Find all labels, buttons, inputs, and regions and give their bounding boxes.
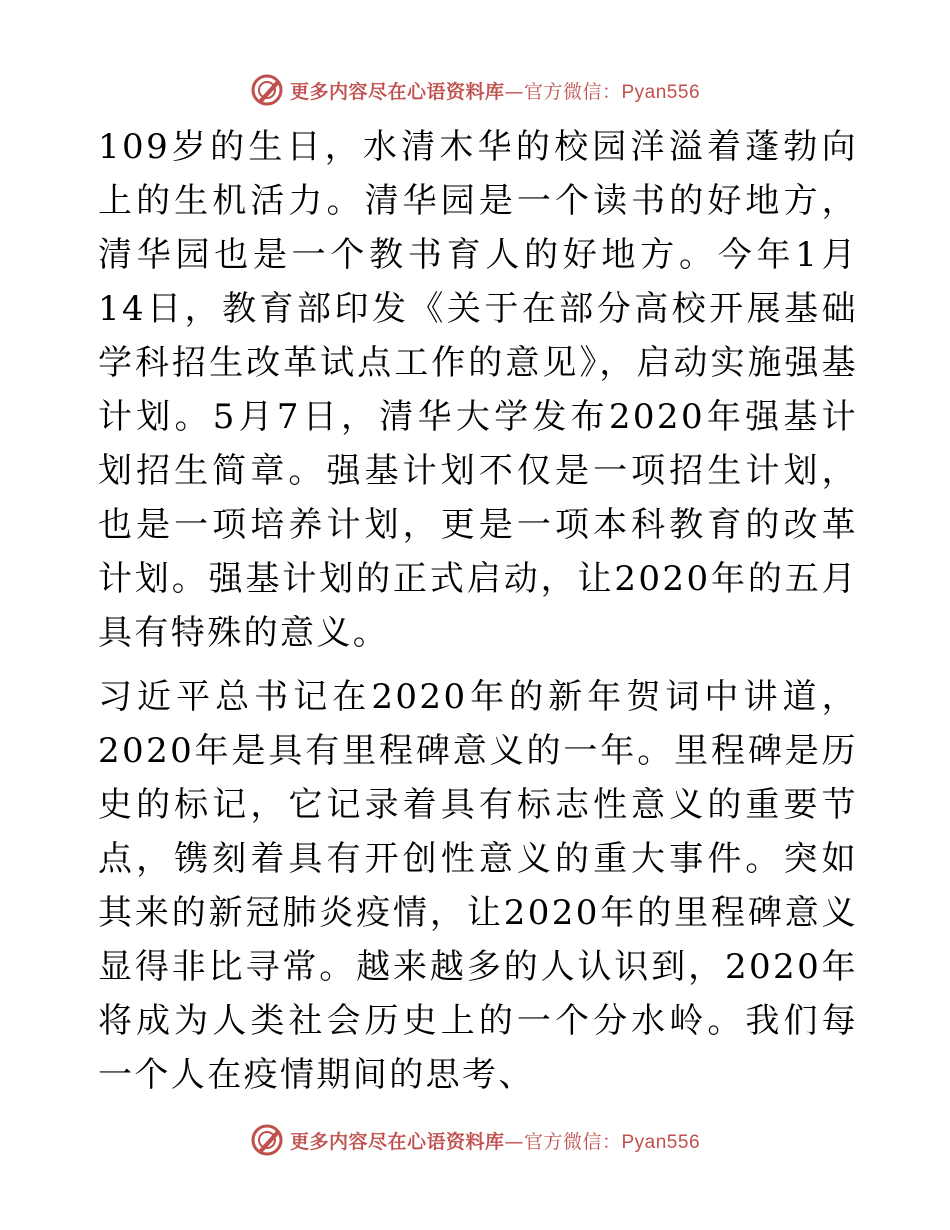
watermark-text	[290, 1127, 700, 1154]
paragraph-1: 109岁的生日，水清木华的校园洋溢着蓬勃向上的生机活力。清华园是一个读书的好地方，清华园也是一个教书育人的好地方。今年1月14日，教育部印发《关于在部分高校开展基础学科招生改革试点工作的意见》，启动实施强基计划。5月7日，清华大学发布2020年强基计划招生简章。强基计划不仅是一项招生计划，也是一项培养计划，更是一项本科教育的改革计划。强基计划的正式启动，让2020年的五月具有特殊的意义。	[98, 127, 858, 653]
header-watermark	[0, 70, 950, 110]
pen-logo-icon	[250, 1123, 284, 1157]
watermark-wechat-id: Pyan556	[621, 81, 701, 103]
pen-logo-icon	[250, 73, 284, 107]
watermark-wechat-label: —官方微信：	[504, 1130, 622, 1153]
watermark-brand: 更多内容尽在心语资料库	[289, 1130, 505, 1153]
paragraph-2: 习近平总书记在2020年的新年贺词中讲道，2020年是具有里程碑意义的一年。里程碑是历史的标记，它记录着具有标志性意义的重要节点，镌刻着具有开创性意义的重大事件。突如其来的新冠肺炎疫情，让2020年的里程碑意义显得非比寻常。越来越多的人认识到，2020年将成为人类社会历史上的一个分水岭。我们每一个人在疫情期间的思考、	[98, 677, 858, 1095]
watermark-text	[290, 77, 700, 104]
watermark-wechat-id: Pyan556	[621, 1131, 701, 1153]
footer-watermark	[0, 1120, 950, 1160]
document-body	[98, 120, 858, 1102]
watermark-wechat-label: —官方微信：	[504, 80, 622, 103]
watermark-brand: 更多内容尽在心语资料库	[289, 80, 505, 103]
